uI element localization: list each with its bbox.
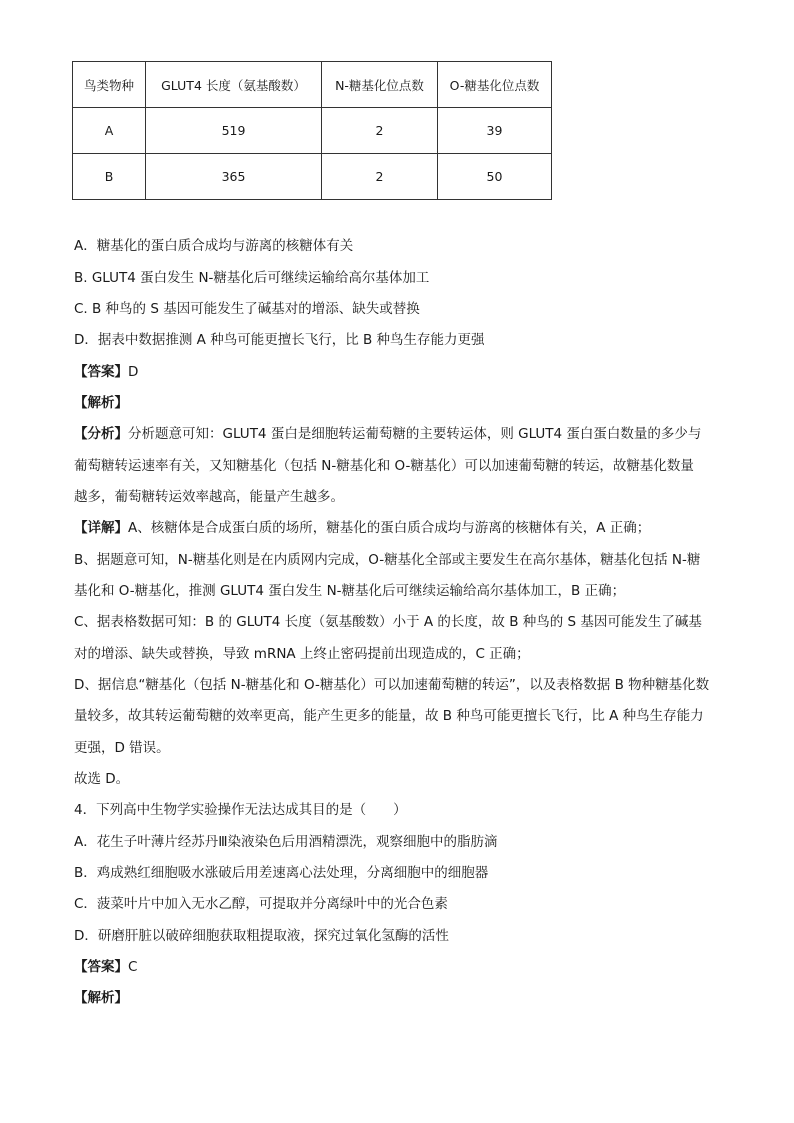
xiangjie-line-2: B、据题意可知，N-糖基化则是在内质网内完成，O-糖基化全部或主要发生在高尔基体，糖基化包括 N-糖: [74, 552, 701, 568]
table-cell: A: [73, 108, 146, 154]
xiangjie-line-5: 对的增添、缺失或替换，导致 mRNA 上终止密码提前出现造成的，C 正确；: [74, 646, 530, 662]
analysis-label: 【解析】: [74, 395, 128, 411]
xiangjie-line-6: D、据信息“糖基化（包括 N-糖基化和 O-糖基化）可以加速葡萄糖的转运”，以及表格数据 B 物种糖基化数: [74, 677, 710, 693]
table-cell: 50: [438, 154, 552, 200]
q4-answer-value: C: [128, 959, 138, 975]
table-cell: 365: [146, 154, 322, 200]
xiangjie-line-7: 量较多，故其转运葡萄糖的效率更高，能产生更多的能量，故 B 种鸟可能更擅长飞行，比 A 种鸟生存能力: [74, 708, 704, 724]
q4-option-b: B．鸡成熟红细胞吸水涨破后用差速离心法处理，分离细胞中的细胞器: [74, 865, 489, 881]
answer-line: [74, 366, 138, 380]
q4-option-a: A．花生子叶薄片经苏丹Ⅲ染液染色后用酒精漂洗，观察细胞中的脂肪滴: [74, 834, 498, 850]
answer-label: 【答案】: [74, 364, 128, 380]
xiangjie-line-8: 更强，D 错误。: [74, 740, 170, 756]
table-header-cell: 鸟类物种: [73, 62, 146, 108]
option-c: C. B 种鸟的 S 基因可能发生了碱基对的增添、缺失或替换: [74, 301, 420, 317]
option-b: B. GLUT4 蛋白发生 N-糖基化后可继续运输给高尔基体加工: [74, 270, 430, 286]
table-cell: 2: [322, 108, 438, 154]
option-d: D．据表中数据推测 A 种鸟可能更擅长飞行，比 B 种鸟生存能力更强: [74, 332, 485, 348]
q4-option-c: C．菠菜叶片中加入无水乙醇，可提取并分离绿叶中的光合色素: [74, 896, 448, 912]
answer-value: D: [128, 364, 139, 380]
q4-answer-label: 【答案】: [74, 959, 128, 975]
fenxi-line-3: 越多，葡萄糖转运效率越高，能量产生越多。: [74, 489, 344, 505]
q4-answer-line: [74, 961, 137, 975]
table-row: [73, 154, 552, 200]
table-row: [73, 108, 552, 154]
table-header-row: [73, 62, 552, 108]
fenxi-line-1: 【分析】分析题意可知：GLUT4 蛋白是细胞转运葡萄糖的主要转运体，则 GLUT4 蛋白蛋白数量的多少与: [74, 426, 702, 442]
table-cell: B: [73, 154, 146, 200]
xiangjie-line-4: C、据表格数据可知：B 的 GLUT4 长度（氨基酸数）小于 A 的长度，故 B 种鸟的 S 基因可能发生了碱基: [74, 614, 702, 630]
data-table: [72, 61, 552, 200]
fenxi-line-2: 葡萄糖转运速率有关，又知糖基化（包括 N-糖基化和 O-糖基化）可以加速葡萄糖的转运，故糖基化数量: [74, 458, 694, 474]
option-a: A．糖基化的蛋白质合成均与游离的核糖体有关: [74, 238, 354, 254]
fenxi-tag: 【分析】: [74, 426, 128, 442]
conclusion: 故选 D。: [74, 771, 130, 787]
table-cell: 2: [322, 154, 438, 200]
table-header-cell: GLUT4 长度（氨基酸数）: [146, 62, 322, 108]
table-header-cell: O-糖基化位点数: [438, 62, 552, 108]
xiangjie-tag: 【详解】: [74, 520, 128, 536]
q4-analysis-label: 【解析】: [74, 990, 128, 1006]
table-cell: 39: [438, 108, 552, 154]
q4-option-d: D．研磨肝脏以破碎细胞获取粗提取液，探究过氧化氢酶的活性: [74, 928, 449, 944]
question-4-stem: 4．下列高中生物学实验操作无法达成其目的是（ ）: [74, 802, 407, 818]
xiangjie-line-1: 【详解】A、核糖体是合成蛋白质的场所，糖基化的蛋白质合成均与游离的核糖体有关，A 正确；: [74, 520, 651, 536]
table-cell: 519: [146, 108, 322, 154]
table-header-cell: N-糖基化位点数: [322, 62, 438, 108]
xiangjie-line-3: 基化和 O-糖基化，推测 GLUT4 蛋白发生 N-糖基化后可继续运输给高尔基体加工，B 正确；: [74, 583, 626, 599]
